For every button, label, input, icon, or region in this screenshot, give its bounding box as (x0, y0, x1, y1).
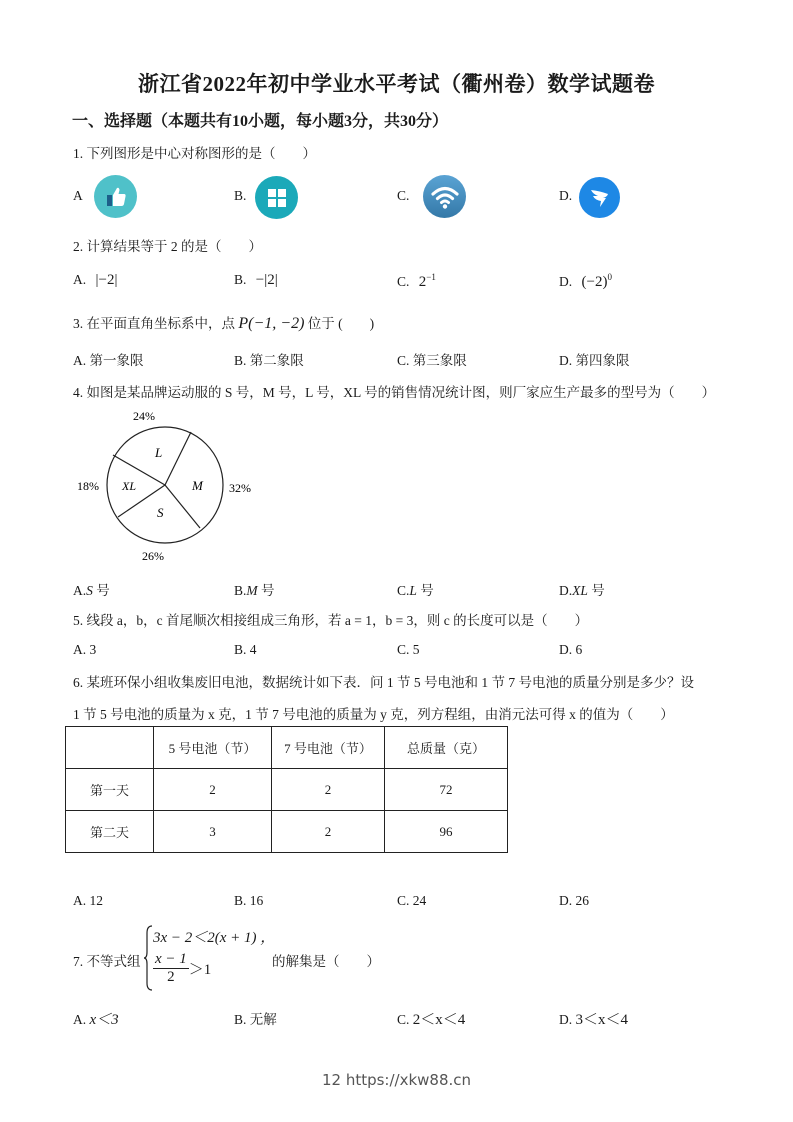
table-header-cell: 5 号电池（节） (154, 727, 272, 769)
pie-segment-xl-label: XL (122, 479, 137, 493)
fraction (153, 951, 189, 986)
q3-option-c-label: C. (397, 353, 410, 368)
windows-grid-icon[interactable] (255, 176, 298, 219)
pie-segment-s-label: S (157, 505, 164, 520)
q3-option-d-text: 第四象限 (575, 353, 630, 368)
q4-option-c-size: L (409, 583, 417, 598)
q3-option-b-text: 第二象限 (249, 353, 304, 368)
q2-option-d-base: (−2) (581, 274, 608, 290)
table-row (66, 769, 508, 811)
q2-option-b-label: B. (234, 272, 247, 287)
q4-option-d-label: D. (559, 583, 573, 598)
q3-option-b-label: B. (234, 353, 247, 368)
q4-option-a-size: S (86, 583, 93, 598)
table-header-cell: 7 号电池（节） (272, 727, 385, 769)
q3-stem-prefix: 3. 在平面直角坐标系中，点 (73, 316, 239, 331)
q3-option-a-text: 第一象限 (89, 353, 144, 368)
table-cell: 2 (272, 769, 385, 811)
question-4-stem: 4. 如图是某品牌运动服的 S 号，M 号，L 号，XL 号的销售情况统计图，则厂家应生产最多的型号为（ ） (73, 385, 716, 400)
q5-option-b-text: 4 (249, 642, 257, 657)
question-6-stem-line-2: 1 节 5 号电池的质量为 x 克，1 节 7 号电池的质量为 y 克，列方程组，由消元法可得 x 的值为（ ） (73, 707, 674, 722)
q4-option-c-label: C. (397, 583, 410, 598)
pie-chart (65, 400, 275, 570)
q1-option-a-label: A (73, 188, 83, 203)
inequality-1: 3x − 2＜2(x + 1) ， (153, 930, 276, 946)
table-cell: 2 (154, 769, 272, 811)
q2-option-d-label: D. (559, 274, 573, 289)
q1-option-d-label: D. (559, 188, 573, 203)
q6-option-a-text: 12 (89, 893, 103, 908)
q3-stem-suffix: 位于 ( ) (304, 316, 375, 331)
q5-option-c-label: C. (397, 642, 410, 657)
q7-option-c-text: 2＜x＜4 (412, 1012, 466, 1028)
table-cell: 第一天 (66, 769, 154, 811)
q3-point: P(−1, −2) (238, 315, 305, 332)
table-header-cell (66, 727, 154, 769)
q3-option-c-text: 第三象限 (412, 353, 467, 368)
fraction-numerator: x − 1 (155, 951, 187, 967)
pie-percent-s: 26% (142, 549, 164, 563)
q7-option-c-label: C. (397, 1012, 410, 1027)
pie-percent-m: 32% (229, 481, 251, 495)
q3-option-a-label: A. (73, 353, 87, 368)
q4-option-a-unit: 号 (96, 583, 110, 598)
q2-option-c-base: 2 (418, 274, 427, 290)
pie-percent-l: 24% (133, 409, 155, 423)
q5-option-d-label: D. (559, 642, 573, 657)
table-header-row (66, 727, 508, 769)
q7-option-d-text: 3＜x＜4 (575, 1012, 629, 1028)
question-3-stem (73, 312, 374, 333)
question-2-stem: 2. 计算结果等于 2 的是（ ） (73, 239, 262, 254)
q4-option-b-label: B. (234, 583, 247, 598)
q4-option-a-label: A. (73, 583, 87, 598)
q4-option-c-unit: 号 (420, 583, 434, 598)
pie-percent-xl: 18% (77, 479, 99, 493)
question-5-stem: 5. 线段 a，b，c 首尾顺次相接组成三角形，若 a = 1，b = 3，则 c 的长度可以是（ ） (73, 613, 589, 628)
q4-option-d-size: XL (572, 583, 588, 598)
q6-option-b-text: 16 (249, 893, 264, 908)
q7-option-a-text: x＜3 (89, 1012, 119, 1028)
question-7-stem-suffix: 的解集是（ ） (272, 954, 380, 969)
dingtalk-wing-icon[interactable] (579, 177, 620, 218)
q2-option-b-expr: −|2| (255, 272, 278, 288)
q7-option-b-label: B. (234, 1012, 247, 1027)
q6-option-d-text: 26 (575, 893, 589, 908)
q2-option-d-exp: 0 (607, 272, 612, 282)
q5-option-d-text: 6 (575, 642, 583, 657)
q2-option-a-expr: |−2| (95, 272, 118, 288)
q4-option-b-size: M (246, 583, 258, 598)
q7-option-a-label: A. (73, 1012, 87, 1027)
table-row (66, 811, 508, 853)
thumbs-up-icon[interactable] (94, 175, 137, 218)
q1-option-b-label: B. (234, 188, 247, 203)
q6-option-b-label: B. (234, 893, 247, 908)
pie-segment-m-label: M (192, 478, 203, 493)
page-title: 浙江省2022年初中学业水平考试（衢州卷）数学试题卷 (138, 72, 655, 96)
q7-option-b-text: 无解 (249, 1012, 277, 1027)
q2-option-c-label: C. (397, 274, 410, 289)
q4-option-d-unit: 号 (591, 583, 605, 598)
table-cell: 第二天 (66, 811, 154, 853)
q6-option-a-label: A. (73, 893, 87, 908)
inequality-2 (153, 951, 211, 986)
q5-option-a-text: 3 (89, 642, 97, 657)
left-brace-icon (143, 925, 153, 991)
question-6-stem-line-1: 6. 某班环保小组收集废旧电池，数据统计如下表．问 1 节 5 号电池和 1 节 7 号电池的质量分别是多少？设 (73, 675, 694, 690)
q2-option-c-exp: −1 (426, 272, 436, 282)
q5-option-b-label: B. (234, 642, 247, 657)
section-heading: 一、选择题（本题共有10小题，每小题3分，共30分） (72, 113, 449, 130)
table-cell: 72 (385, 769, 508, 811)
question-7-stem-prefix: 7. 不等式组 (73, 954, 141, 969)
wifi-icon[interactable] (423, 175, 466, 218)
inequality-2-rhs: ＞1 (188, 962, 212, 978)
q6-option-d-label: D. (559, 893, 573, 908)
q3-option-d-label: D. (559, 353, 573, 368)
table-cell: 96 (385, 811, 508, 853)
q6-option-c-label: C. (397, 893, 410, 908)
q2-option-a-label: A. (73, 272, 87, 287)
q7-option-d-label: D. (559, 1012, 573, 1027)
table-cell: 2 (272, 811, 385, 853)
q5-option-a-label: A. (73, 642, 87, 657)
q6-option-c-text: 24 (412, 893, 427, 908)
question-1-stem: 1. 下列图形是中心对称图形的是（ ） (73, 146, 316, 161)
table-cell: 3 (154, 811, 272, 853)
pie-segment-l-label: L (155, 445, 163, 460)
fraction-denominator: 2 (167, 969, 175, 985)
battery-table (65, 726, 508, 853)
q5-option-c-text: 5 (412, 642, 420, 657)
table-header-cell: 总质量（克） (385, 727, 508, 769)
page-footer: 12 https://xkw88.cn (321, 1071, 472, 1089)
q4-option-b-unit: 号 (261, 583, 275, 598)
q1-option-c-label: C. (397, 188, 410, 203)
